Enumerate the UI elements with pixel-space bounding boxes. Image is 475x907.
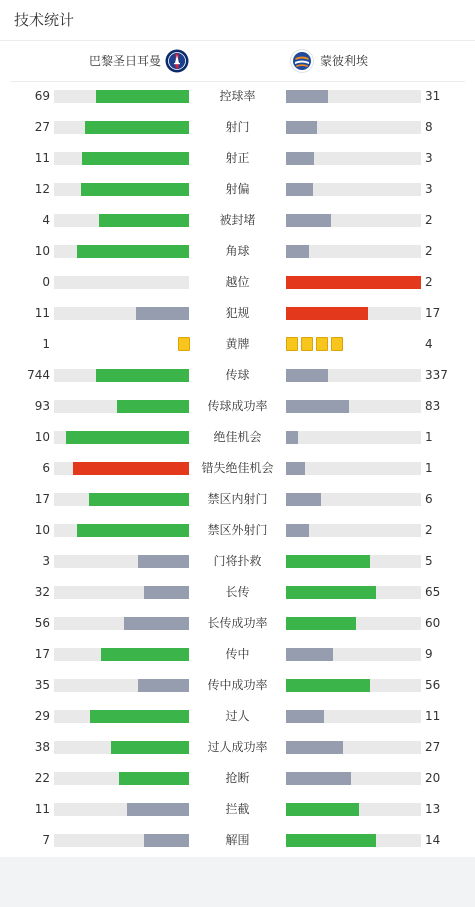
home-stat-value: 10 (34, 244, 50, 258)
stat-row (0, 267, 475, 298)
away-stat-value: 27 (425, 740, 441, 754)
stat-row (0, 422, 475, 453)
away-stat-value: 3 (425, 182, 433, 196)
away-stat-value: 5 (425, 554, 433, 568)
away-stat-value: 8 (425, 120, 433, 134)
home-stat-bar (54, 400, 189, 413)
stat-row (0, 360, 475, 391)
home-stat-bar-fill (89, 493, 189, 506)
home-stat-bar-fill (96, 90, 189, 103)
stat-row (0, 825, 475, 856)
stat-label: 控球率 (219, 89, 256, 103)
stat-row (0, 174, 475, 205)
stat-row (0, 546, 475, 577)
home-stat-value: 38 (34, 740, 50, 754)
home-stat-value: 29 (34, 709, 50, 723)
away-stat-value: 2 (425, 275, 433, 289)
away-stat-bar-fill (286, 555, 370, 568)
away-stat-bar (286, 462, 421, 475)
stat-row (0, 608, 475, 639)
home-stat-bar (54, 90, 189, 103)
stat-row (0, 701, 475, 732)
home-stat-bar (54, 803, 189, 816)
home-stat-bar-fill (73, 462, 189, 475)
stat-label: 传中成功率 (207, 678, 268, 692)
away-stat-value: 6 (425, 492, 433, 506)
home-stat-bar (54, 121, 189, 134)
away-team-name: 蒙彼利埃 (320, 54, 369, 68)
away-stat-value: 2 (425, 523, 433, 537)
away-stat-value: 337 (425, 368, 448, 382)
away-stat-bar (286, 369, 421, 382)
stat-row (0, 143, 475, 174)
away-stat-bar-fill (286, 493, 321, 506)
page-title: 技术统计 (14, 11, 75, 29)
away-stat-value: 83 (425, 399, 441, 413)
stat-label: 禁区外射门 (207, 523, 268, 537)
stat-row (0, 298, 475, 329)
away-stat-bar-fill (286, 90, 328, 103)
montpellier-crest-icon (290, 49, 314, 73)
stat-label: 禁区内射门 (207, 492, 268, 506)
away-stat-value: 31 (425, 89, 441, 103)
stat-label: 犯规 (225, 306, 250, 320)
away-stat-bar (286, 431, 421, 444)
away-stat-bar-fill (286, 307, 368, 320)
away-stat-value: 9 (425, 647, 433, 661)
home-team-name: 巴黎圣日耳曼 (88, 54, 161, 68)
away-stat-value: 11 (425, 709, 441, 723)
home-stat-bar-fill (66, 431, 189, 444)
away-stat-bar-fill (286, 369, 328, 382)
stat-row (0, 639, 475, 670)
away-stat-bar-fill (286, 524, 309, 537)
away-stat-value: 2 (425, 213, 433, 227)
away-stat-bar-fill (286, 214, 331, 227)
home-stat-value: 10 (34, 430, 50, 444)
away-stat-bar-fill (286, 121, 317, 134)
stat-row (0, 391, 475, 422)
away-stat-bar-fill (286, 462, 305, 475)
home-stat-value: 11 (34, 802, 50, 816)
home-stat-bar (54, 710, 189, 723)
home-stat-bar (54, 462, 189, 475)
stat-row (0, 794, 475, 825)
home-stat-bar (54, 431, 189, 444)
home-stat-bar (54, 245, 189, 258)
home-stat-bar-fill (127, 803, 189, 816)
home-stat-bar-fill (77, 524, 189, 537)
away-stat-bar-fill (286, 617, 356, 630)
stat-row (0, 732, 475, 763)
away-stat-bar (286, 214, 421, 227)
yellow-card-icon (286, 337, 298, 351)
stat-label: 传球成功率 (207, 399, 268, 413)
home-stat-value: 12 (34, 182, 50, 196)
stat-label: 射正 (225, 151, 250, 165)
stat-label: 错失绝佳机会 (201, 461, 274, 475)
away-stat-bar (286, 586, 421, 599)
home-stat-value: 27 (34, 120, 50, 134)
away-stat-bar (286, 307, 421, 320)
home-stat-value: 11 (34, 151, 50, 165)
home-stat-value: 22 (34, 771, 50, 785)
home-stat-bar-fill (117, 400, 189, 413)
home-stat-value: 10 (34, 523, 50, 537)
away-stat-bar (286, 741, 421, 754)
stat-row (0, 236, 475, 267)
away-stat-bar (286, 493, 421, 506)
stat-label: 绝佳机会 (213, 430, 262, 444)
stat-row (0, 453, 475, 484)
home-stat-bar-fill (77, 245, 189, 258)
home-stat-bar (54, 152, 189, 165)
away-stat-bar (286, 710, 421, 723)
home-stat-value: 4 (42, 213, 50, 227)
home-stat-bar-fill (96, 369, 189, 382)
away-stat-bar (286, 400, 421, 413)
away-stat-value: 56 (425, 678, 441, 692)
stat-row (0, 205, 475, 236)
away-stat-bar-fill (286, 834, 376, 847)
away-stat-bar-fill (286, 803, 359, 816)
home-stat-value: 17 (34, 647, 50, 661)
stat-label: 长传 (225, 585, 250, 599)
stat-label: 被封堵 (219, 213, 256, 227)
yellow-card-icon (301, 337, 313, 351)
away-stat-bar-fill (286, 586, 376, 599)
away-stat-bar (286, 555, 421, 568)
away-stat-value: 1 (425, 430, 433, 444)
home-stat-bar (54, 648, 189, 661)
stat-row (0, 577, 475, 608)
stat-label: 过人 (225, 709, 250, 723)
home-stat-value: 11 (34, 306, 50, 320)
home-stat-bar-fill (111, 741, 189, 754)
home-stat-bar (54, 369, 189, 382)
home-stat-bar-fill (101, 648, 189, 661)
stat-row (0, 515, 475, 546)
home-stat-value: 7 (42, 833, 50, 847)
home-stat-bar (54, 183, 189, 196)
away-stat-value: 14 (425, 833, 441, 847)
away-stat-bar (286, 524, 421, 537)
home-stat-bar (54, 276, 189, 289)
stat-row (0, 670, 475, 701)
home-stat-bar (54, 772, 189, 785)
home-stat-bar-fill (124, 617, 189, 630)
home-stat-value: 0 (42, 275, 50, 289)
home-stat-value: 6 (42, 461, 50, 475)
stat-label: 解围 (225, 833, 250, 847)
home-stat-bar (54, 834, 189, 847)
away-stat-bar (286, 276, 421, 289)
away-stat-value: 17 (425, 306, 441, 320)
away-stat-bar-fill (286, 679, 370, 692)
yellow-card-icon (331, 337, 343, 351)
home-stat-value: 56 (34, 616, 50, 630)
away-stat-bar (286, 679, 421, 692)
home-stat-bar-fill (138, 555, 189, 568)
home-stat-bar-fill (144, 834, 189, 847)
stat-label: 黄牌 (225, 337, 250, 351)
away-stat-bar-fill (286, 648, 333, 661)
home-stat-bar-fill (85, 121, 189, 134)
teams-header (0, 41, 475, 81)
home-stat-bar (54, 307, 189, 320)
home-stat-bar-fill (90, 710, 189, 723)
home-stat-bar-fill (99, 214, 189, 227)
away-stat-bar-fill (286, 400, 349, 413)
home-stat-bar-fill (81, 183, 189, 196)
stat-label: 射门 (225, 120, 250, 134)
stat-label: 越位 (225, 275, 250, 289)
stat-label: 门将扑救 (213, 554, 262, 568)
home-stat-bar (54, 524, 189, 537)
home-stat-value: 32 (34, 585, 50, 599)
home-stat-value: 93 (34, 399, 50, 413)
home-stat-bar-fill (138, 679, 189, 692)
home-stat-value: 35 (34, 678, 50, 692)
home-stat-bar-fill (136, 307, 189, 320)
away-stat-bar-fill (286, 772, 351, 785)
away-stat-value: 3 (425, 151, 433, 165)
stat-label: 射偏 (225, 182, 250, 196)
home-stat-bar-fill (144, 586, 189, 599)
away-stat-bar (286, 183, 421, 196)
stat-label: 传球 (225, 368, 250, 382)
away-stat-bar (286, 152, 421, 165)
away-stat-bar (286, 772, 421, 785)
yellow-card-icon (316, 337, 328, 351)
home-stat-bar (54, 493, 189, 506)
away-stat-bar-fill (286, 183, 313, 196)
home-stat-bar (54, 679, 189, 692)
stat-label: 传中 (225, 647, 250, 661)
home-stat-bar-fill (82, 152, 189, 165)
stat-label: 角球 (225, 244, 250, 258)
stat-label: 长传成功率 (207, 616, 268, 630)
away-stat-bar (286, 617, 421, 630)
home-stat-bar (54, 214, 189, 227)
home-stat-value: 17 (34, 492, 50, 506)
stat-label: 过人成功率 (207, 740, 268, 754)
away-stat-value: 2 (425, 244, 433, 258)
stat-row (0, 112, 475, 143)
away-stat-bar (286, 648, 421, 661)
home-stat-bar (54, 555, 189, 568)
home-stat-value: 744 (27, 368, 50, 382)
away-stat-bar-fill (286, 710, 324, 723)
away-stat-bar (286, 90, 421, 103)
psg-crest-icon (165, 49, 189, 73)
away-stat-value: 1 (425, 461, 433, 475)
away-stat-bar (286, 245, 421, 258)
away-stat-bar (286, 834, 421, 847)
stat-label: 抢断 (225, 771, 250, 785)
away-stat-value: 20 (425, 771, 441, 785)
stat-row (0, 81, 475, 112)
away-stat-bar (286, 803, 421, 816)
away-stat-bar (286, 121, 421, 134)
stat-row (0, 329, 475, 360)
home-stat-value: 69 (34, 89, 50, 103)
home-stat-bar (54, 741, 189, 754)
away-stat-value: 4 (425, 337, 433, 351)
stat-row (0, 763, 475, 794)
away-stat-value: 60 (425, 616, 441, 630)
away-stat-bar-fill (286, 245, 309, 258)
yellow-card-icon (178, 337, 190, 351)
away-stat-bar-fill (286, 152, 314, 165)
away-stat-value: 65 (425, 585, 441, 599)
away-stat-bar-fill (286, 741, 343, 754)
home-stat-bar (54, 586, 189, 599)
stat-label: 拦截 (225, 802, 250, 816)
home-stat-bar-fill (119, 772, 189, 785)
stat-row (0, 484, 475, 515)
away-stat-bar-fill (286, 431, 298, 444)
home-stat-bar (54, 617, 189, 630)
away-stat-value: 13 (425, 802, 441, 816)
away-stat-bar-fill (286, 276, 421, 289)
home-stat-value: 1 (42, 337, 50, 351)
home-stat-value: 3 (42, 554, 50, 568)
